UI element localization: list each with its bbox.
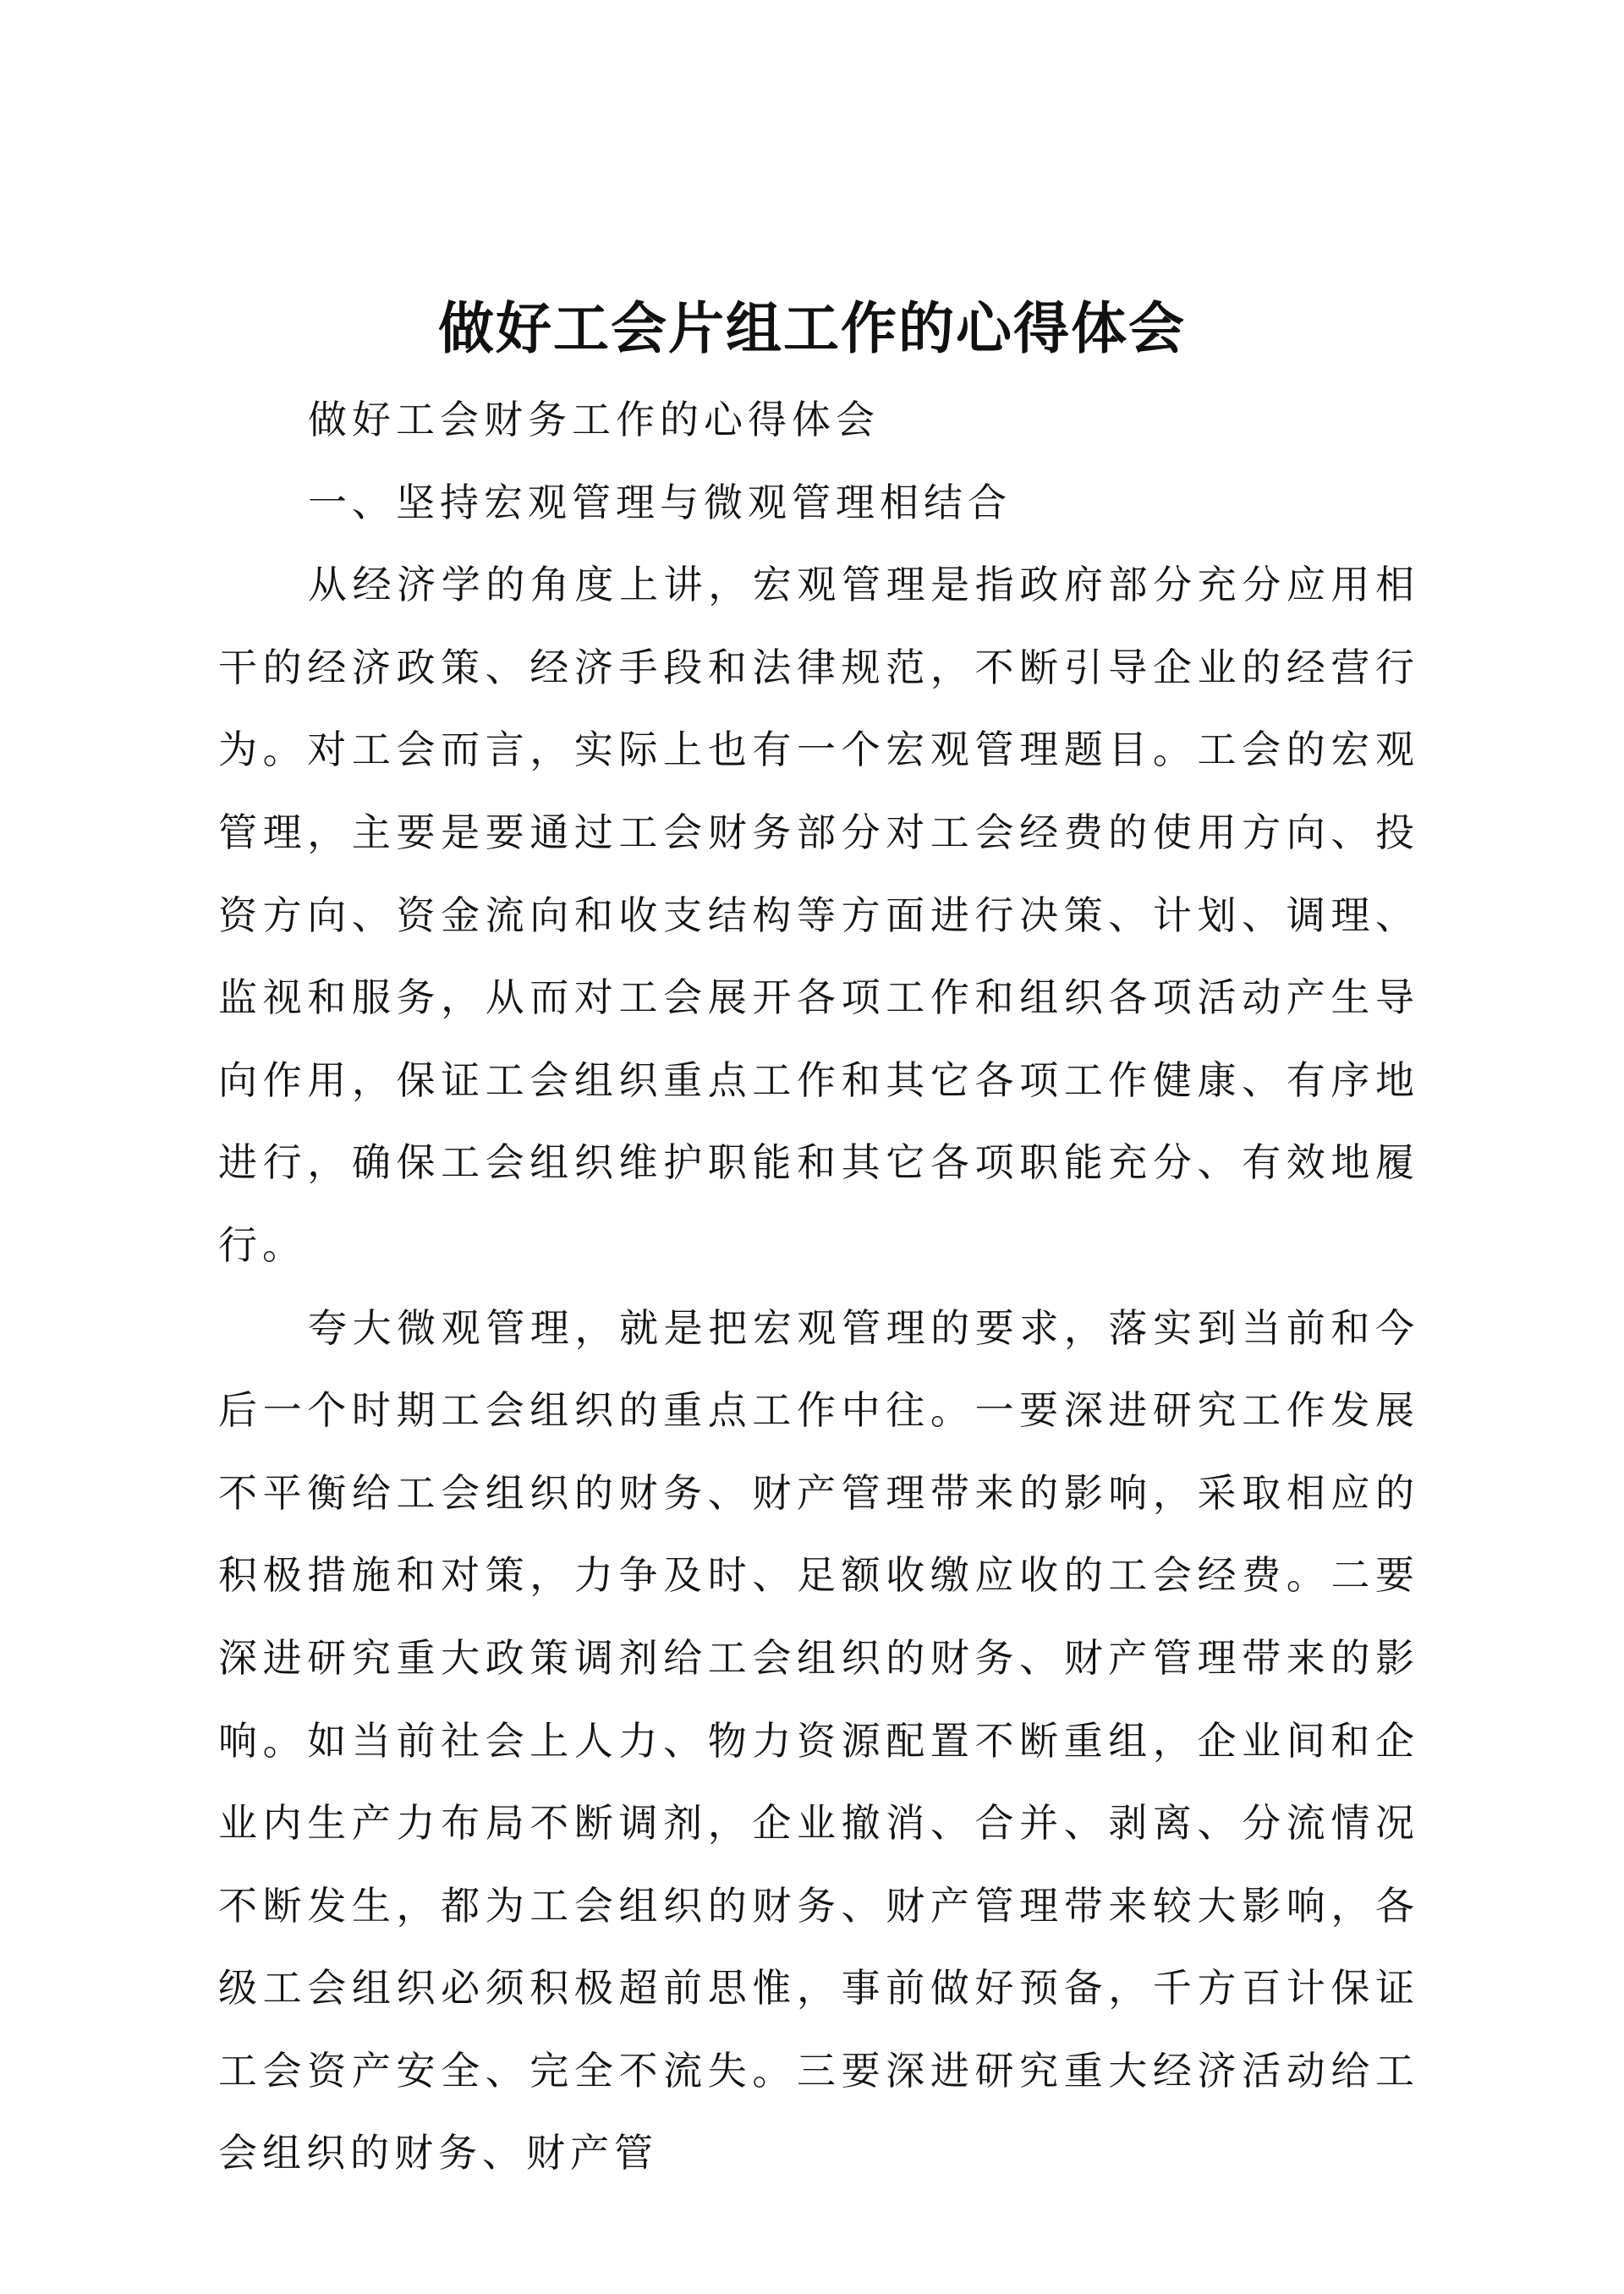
paragraph-micro-management: 夸大微观管理，就是把宏观管理的要求，落实到当前和今后一个时期工会组织的重点工作中往。一要深进研究工作发展不平衡给工会组织的财务、财产管理带来的影响，采取相应的积极措施和对策，力争及时、足额收缴应收的工会经费。二要深进研究重大政策调剂给工会组织的财务、财产管理带来的影响。如当前社会上人力、物力资源配置不断重组，企业间和企业内生产力布局不断调剂，企业撤消、合并、剥离、分流情况不断发生，都为工会组织的财务、财产管理带来较大影响，各级工会组织必须积极超前思惟，事前做好预备，千方百计保证工会资产安全、完全不流失。三要深进研究重大经济活动给工会组织的财务、财产管 [218,1304,1419,2176]
paragraph-section-heading: 一、坚持宏观管理与微观管理相结合 [308,479,1012,525]
document-body [218,379,1419,2195]
document-title: 做好工会片组工作的心得体会 [438,295,1186,361]
paragraph-subtitle: 做好工会财务工作的心得体会 [308,397,880,442]
paragraph-macro-management: 从经济学的角度上讲，宏观管理是指政府部分充分应用相干的经济政策、经济手段和法律规范，不断引导企业的经营行为。对工会而言，实际上也有一个宏观管理题目。工会的宏观管理，主要是要通过工会财务部分对工会经费的使用方向、投资方向、资金流向和收支结构等方面进行决策、计划、调理、监视和服务，从而对工会展开各项工作和组织各项活动产生导向作用，保证工会组织重点工作和其它各项工作健康、有序地进行，确保工会组织维护职能和其它各项职能充分、有效地履行。 [218,562,1419,1268]
